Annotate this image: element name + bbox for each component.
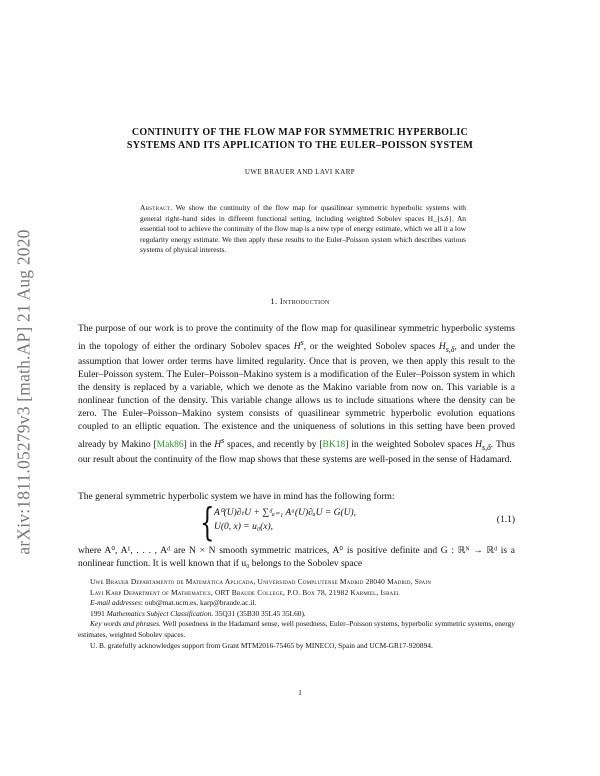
math-symbol: H [293,342,301,353]
text-run: , or the weighted Sobolev spaces [303,342,439,353]
equation-line-2: U(0, x) = u₀(x), [214,522,274,532]
arxiv-sidebar [4,172,44,612]
text-run: . Thus our result about the continuity of the flow map shows that these systems are well-posed in the sense of Hadamard. [78,440,515,466]
text-run: ] in the weighted Sobolev spaces [345,440,476,451]
msc-label: Mathematics Subject Classification. [106,608,214,618]
equation-line-1: A⁰(U)∂ₜU + ∑ᵈₐ₌₁ Aᵃ(U)∂ₐU = G(U), [214,508,357,518]
text-run: ] in the [183,440,215,451]
text-run: , and under the assumption that lower order terms have limited regularity. Once that is proven, we then apply this result to the Euler–Poisson system. The Euler–Poisson–Makino system is a modification of the Euler–Poisson system in which the density is replaced by a variable, which we denote as the Makino variable from now on. This variable is a nonlinear function of the density. This variable change allows us to include situations where the density can be zero. The Euler–Poisson–Makino system consists of quasilinear symmetric hyperbolic evolution equations coupled to an elliptic equation. The existence and the uniqueness of solutions in this setting have been proved already by Makino [ [78,342,515,451]
keywords-text: Well posedness in the Hadamard sense, well posedness, Euler–Poisson systems, hyperbolic symmetric systems, energy estimates, weighted Sobolev spaces. [78,619,515,639]
email-label: E-mail addresses [90,598,141,608]
affiliation-2 [78,588,515,599]
equation-number: (1.1) [496,515,515,525]
math-Hs [214,436,225,451]
abstract [140,203,466,256]
arxiv-identifier: arXiv:1811.05279v3 [math.AP] 21 Aug 2020 [13,229,34,555]
keywords [78,619,515,640]
math-symbol: H [475,440,483,451]
msc-classification [78,609,515,620]
math-Hs [293,338,304,353]
intro-paragraph-1 [78,323,515,467]
affiliation-1 [78,577,515,588]
text-run: The purpose of our work is to prove the continuity of the flow map for quasilinear symmetric hyperbolic systems in the topology of either the ordinary Sobolev spaces [78,324,515,353]
authors: UWE BRAUER AND LAVI KARP [244,168,356,176]
abstract-label: Abstract. [140,203,173,212]
msc-prefix: 1991 [90,608,107,618]
abstract-text: We show the continuity of the flow map for quasilinear symmetric hyperbolic systems with general right–hand sides in different functional setting, including weighted Sobolev spaces H_{s,δ}. An essential tool to achieve the continuity of the flow map is a new type of energy estimate, which we all it a low regularity energy estimate. We then apply these results to the Euler–Poisson system which describes various systems of physical interests. [140,203,467,255]
footnote-divider [78,572,515,573]
text-run: spaces, and recently by [ [224,440,323,451]
email-text: : oub@mat.ucm.es, karp@braude.ac.il. [140,598,257,608]
math-symbol: H [438,342,446,353]
affiliation-text: Department of Mathematics, ORT Braude College, P.O. Box 78, 21982 Karmiel, Israel [121,587,400,597]
intro-paragraph-2: The general symmetric hyperbolic system we have in mind has the following form: [78,492,395,502]
citation-link-bk18[interactable]: BK18 [322,440,346,451]
footnotes [78,577,515,651]
math-subscript: s,δ [482,443,491,453]
title-line-1: CONTINUITY OF THE FLOW MAP FOR SYMMETRIC HYPERBOLIC [131,127,469,138]
math-symbol: H [214,440,222,451]
email-addresses [78,598,515,609]
intro-paragraph-3: where A⁰, A¹, . . . , Aᵈ are N × N smooth symmetric matrices, A⁰ is positive definite and G : ℝᴺ → ℝᵈ is a nonlinear function. It is well known that if u₀ belongs to the Sobolev space [78,546,515,569]
paper-title [60,126,540,152]
math-subscript: s,δ [445,345,455,355]
left-brace-icon: { [200,500,215,544]
math-Hsd [475,440,491,453]
math-Hsd [438,342,455,355]
acknowledgement: U. B. gratefully acknowledges support from Grant MTM2016-75465 by MINECO, Spain and UCM-GR17-920894. [90,640,433,650]
page-number: 1 [298,688,302,697]
affiliation-name: Uwe Brauer [90,577,129,586]
keywords-label: Key words and phrases. [90,619,161,629]
section-title: Introduction [279,296,330,306]
affiliation-name: Lavi Karp [90,587,122,597]
affiliation-text: Departamento de Matemática Aplicada, Universidad Complutense Madrid 28040 Madrid, Spain [128,577,432,586]
citation-link-mak86[interactable]: Mak86 [156,440,184,451]
section-heading [60,296,540,306]
msc-text: 35Q31 (35B30 35L45 35L60). [213,608,306,618]
title-line-2: SYSTEMS AND ITS APPLICATION TO THE EULER–POISSON SYSTEM [126,140,474,151]
math-superscript: s [300,338,304,347]
math-superscript: s [221,436,225,446]
section-number: 1. [270,296,278,306]
